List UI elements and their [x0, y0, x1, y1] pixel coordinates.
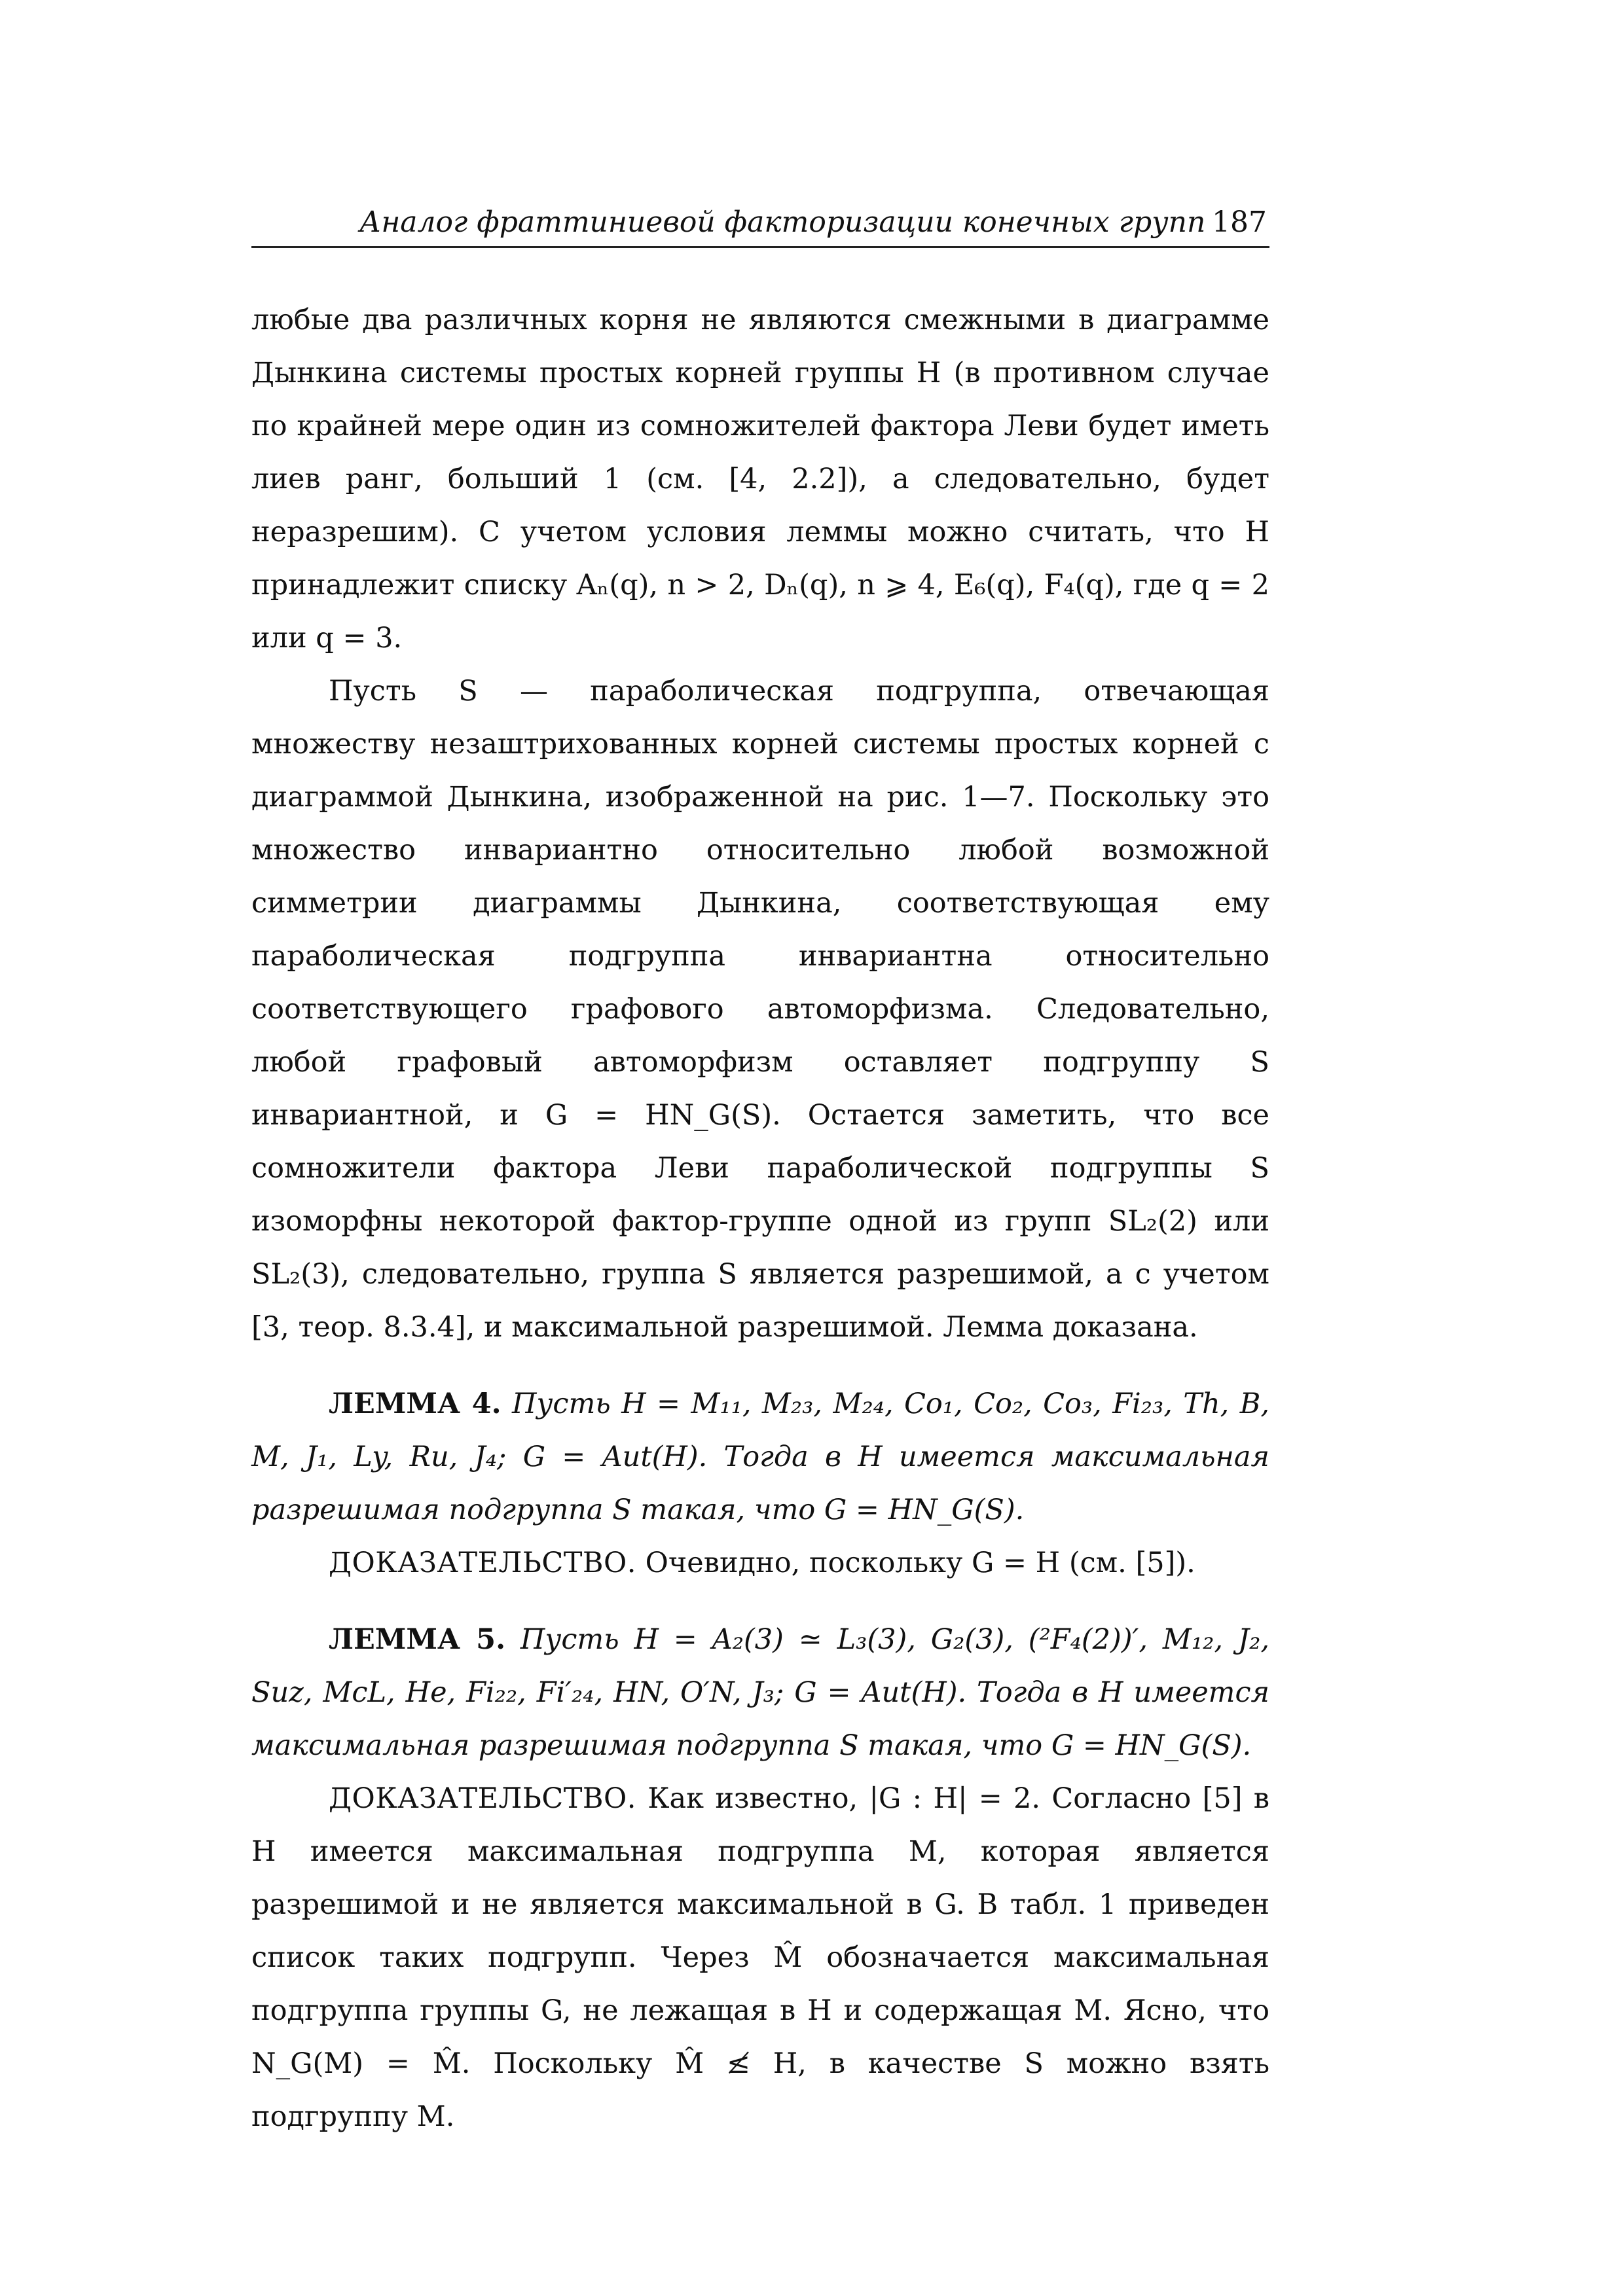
lemma-4 — [251, 1378, 1269, 1537]
lemma-4-proof — [251, 1537, 1269, 1590]
page-number: 187 — [1212, 206, 1267, 239]
lemma-5-statement: Пусть H = A₂(3) ≃ L₃(3), G₂(3), (²F₄(2))′, M₁₂, J₂, Suz, McL, He, Fi₂₂, Fi′₂₄, HN, O′N, J₃; G = Aut(H). Тогда в H имеется максимальная разрешимая подгруппа S такая, что G = HN_G(S). — [251, 1623, 1269, 1762]
lemma-5 — [251, 1613, 1269, 1772]
body-text — [251, 294, 1269, 2144]
paragraph-parabolic-subgroup: Пусть S — параболическая подгруппа, отвечающая множеству незаштрихованных корней системы простых корней с диаграммой Дынкина, изображенной на рис. 1—7. Поскольку это множество инвариантно относительно любой возможной симметрии диаграммы Дынкина, соответствующая ему параболическая подгруппа инвариантна относительно соответствующего графового автоморфизма. Следовательно, любой графовый автоморфизм оставляет подгруппу S инвариантной, и G = HN_G(S). Остается заметить, что все сомножители фактора Леви параболической подгруппы S изоморфны некоторой фактор-группе одной из групп SL₂(2) или SL₂(3), следовательно, группа S является разрешимой, а с учетом [3, теор. 8.3.4], и максимальной разрешимой. Лемма доказана. — [251, 675, 1269, 1344]
paragraph-continuation: любые два различных корня не являются смежными в диаграмме Дынкина системы простых корней группы H (в противном случае по крайней мере один из сомножителей фактора Леви будет иметь лиев ранг, больший 1 (см. [4, 2.2]), а следовательно, будет неразрешим). С учетом условия леммы можно считать, что H принадлежит списку Aₙ(q), n > 2, Dₙ(q), n ⩾ 4, E₆(q), F₄(q), где q = 2 или q = 3. — [251, 304, 1269, 655]
lemma-5-proof — [251, 1772, 1269, 2144]
page — [251, 190, 1269, 2144]
lemma-4-proof-label: ДОКАЗАТЕЛЬСТВО. — [329, 1547, 636, 1579]
running-title: Аналог фраттиниевой факторизации конечных групп — [359, 206, 1206, 239]
lemma-5-proof-text: Как известно, |G : H| = 2. Согласно [5] в H имеется максимальная подгруппа M, которая является разрешимой и не является максимальной в G. В табл. 1 приведен список таких подгрупп. Через M̂ обозначается максимальная подгруппа группы G, не лежащая в H и содержащая M. Ясно, что N_G(M) = M̂. Поскольку M̂ ≰ H, в качестве S можно взять подгруппу M. — [251, 1782, 1270, 2133]
running-header — [251, 190, 1269, 248]
lemma-4-statement: Пусть H = M₁₁, M₂₃, M₂₄, Co₁, Co₂, Co₃, Fi₂₃, Th, B, M, J₁, Ly, Ru, J₄; G = Aut(H). Тогда в H имеется максимальная разрешимая подгруппа S такая, что G = HN_G(S). — [251, 1388, 1269, 1526]
lemma-4-proof-text: Очевидно, поскольку G = H (см. [5]). — [645, 1547, 1195, 1579]
lemma-5-label: ЛЕММА 5. — [329, 1623, 506, 1656]
lemma-4-label: ЛЕММА 4. — [329, 1388, 501, 1420]
lemma-5-proof-label: ДОКАЗАТЕЛЬСТВО. — [329, 1782, 636, 1815]
